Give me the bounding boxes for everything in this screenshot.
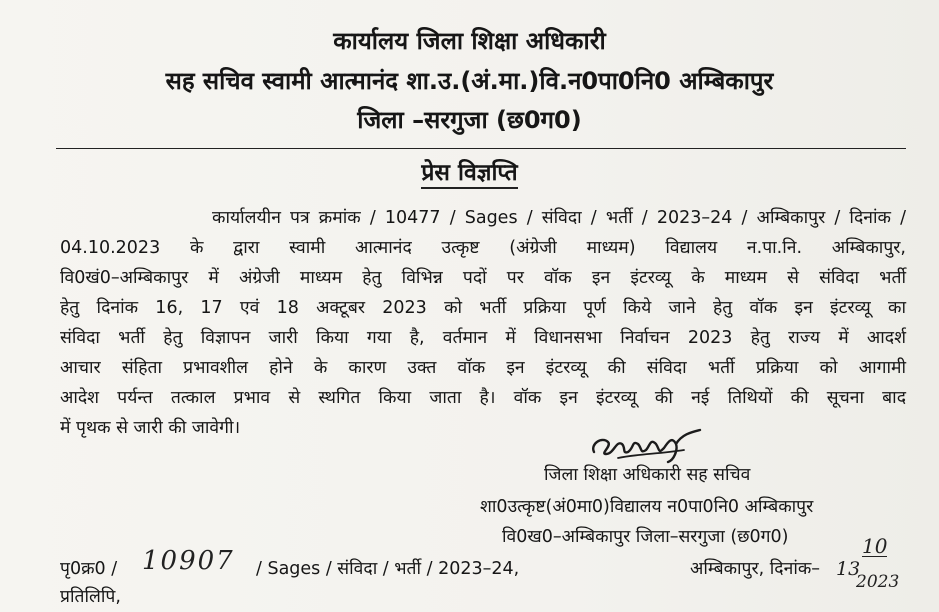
office-subtitle: सह सचिव स्वामी आत्मानंद शा.उ.(अं.मा.)वि.न0पा0नि0 अम्बिकापुर: [165, 67, 774, 95]
body-line-2: 04.10.2023 के द्वारा स्वामी आत्मानंद उत्कृष्ट (अंग्रेजी माध्यम) विद्यालय न.पा.नि. अम्बिकापुर,: [60, 238, 906, 258]
body-line-3: वि0खं0–अम्बिकापुर में अंग्रेजी माध्यम हेतु विभिन्न पदों पर वॉक इन इंटरव्यू के माध्यम से संविदा भर्ती: [60, 268, 906, 288]
copy-to-label: प्रतिलिपि,: [60, 587, 121, 607]
handwritten-date-month: 10: [862, 534, 888, 558]
body-line-7: आदेश पर्यन्त तत्काल प्रभाव से स्थगित किया जाता है। वॉक इन इंटरव्यू की नई तिथियों की सूचना बाद: [60, 388, 906, 408]
signature-mark: [588, 424, 708, 464]
body-line-5: संविदा भर्ती हेतु विज्ञापन जारी किया गया है, वर्तमान में विधानसभा निर्वाचन 2023 हेतु राज्य में आदर्श: [60, 328, 906, 348]
body-line-1: कार्यालयीन पत्र क्रमांक / 10477 / Sages / संविदा / भर्ती / 2023–24 / अम्बिकापुर / दिनांक /: [212, 208, 906, 228]
office-title: कार्यालय जिला शिक्षा अधिकारी: [333, 27, 606, 55]
handwritten-date-day: 13: [836, 558, 861, 580]
body-line-4: हेतु दिनांक 16, 17 एवं 18 अक्टूबर 2023 को भर्ती प्रक्रिया पूर्ण किये जाने हेतु वॉक इन इंटरव्यू का: [60, 298, 906, 318]
handwritten-date-year: 2023: [856, 572, 900, 592]
signatory-school: शा0उत्कृष्ट(अं0मा0)विद्यालय न0पा0नि0 अम्बिकापुर: [480, 497, 814, 517]
press-release-title: [0, 155, 939, 187]
body-line-6: आचार संहिता प्रभावशील होने के कारण उक्त वॉक इन इंटरव्यू की संविदा भर्ती प्रक्रिया को आगामी: [60, 358, 906, 378]
signatory-designation: जिला शिक्षा अधिकारी सह सचिव: [544, 465, 751, 485]
press-release-title-text: प्रेस विज्ञप्ति: [421, 160, 517, 189]
office-district: जिला –सरगुजा (छ0ग0): [357, 106, 582, 134]
place-date-label: अम्बिकापुर, दिनांक–: [690, 559, 821, 579]
copy-ref-number: 10907: [142, 546, 235, 576]
header-divider: [56, 148, 906, 149]
copy-ref-suffix: / Sages / संविदा / भर्ती / 2023–24,: [256, 559, 520, 579]
copy-ref-prefix: पृ0क्र0 /: [60, 559, 118, 579]
signatory-block: वि0ख0–अम्बिकापुर जिला–सरगुजा (छ0ग0): [502, 527, 789, 547]
body-line-8: में पृथक से जारी की जावेगी।: [60, 418, 241, 438]
